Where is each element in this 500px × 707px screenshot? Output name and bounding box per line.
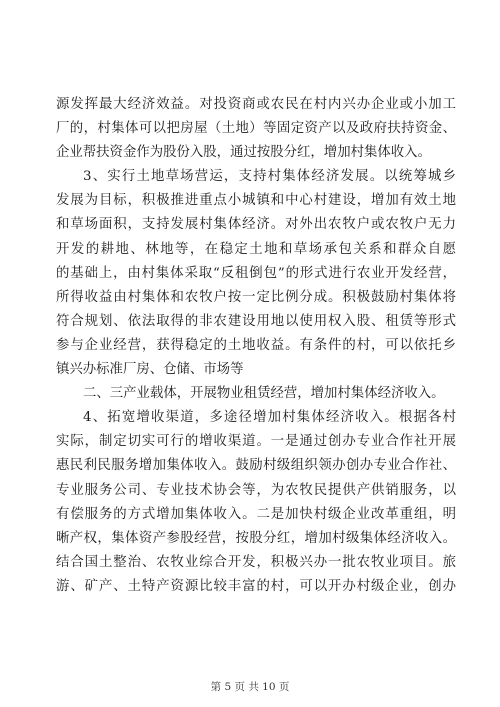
text-line: 专业服务公司、专业技术协会等，为农牧民提供产供销服务，以 — [56, 482, 456, 498]
text-line: 的基础上，由村集体采取“反租倒包”的形式进行农业开发经营， — [56, 265, 456, 281]
text-line: 参与企业经营，获得稳定的土地收益。有条件的村，可以依托乡 — [56, 337, 456, 353]
text-line: 游、矿产、土特产资源比较丰富的村，可以开办村级企业，创办 — [56, 578, 456, 594]
text-line: 企业帮扶资金作为股份入股，通过按股分红，增加村集体收入。 — [56, 145, 431, 161]
text-line: 开发的耕地、林地等，在稳定土地和草场承包关系和群众自愿 — [56, 241, 456, 257]
text-line: 3、实行土地草场营运，支持村集体经济发展。以统筹城乡 — [83, 169, 456, 185]
text-line: 所得收益由村集体和农牧户按一定比例分成。积极鼓励村集体将 — [56, 289, 456, 305]
page-number: 第 5 页 共 10 页 — [210, 681, 290, 693]
text-line: 惠民利民服务增加集体收入。鼓励村级组织领办创办专业合作社、 — [56, 458, 456, 474]
text-line: 和草场面积，支持发展村集体经济。对外出农牧户或农牧户无力 — [56, 217, 456, 233]
text-line: 结合国土整治、农牧业综合开发，积极兴办一批农牧业项目。旅 — [56, 554, 456, 570]
text-line: 符合规划、依法取得的非农建设用地以使用权入股、租赁等形式 — [56, 313, 456, 329]
text-line: 镇兴办标准厂房、仓储、市场等 — [56, 362, 244, 378]
text-line: 二、三产业载体，开展物业租赁经营，增加村集体经济收入。 — [83, 386, 445, 402]
page-footer — [0, 679, 500, 694]
text-line: 厂的，村集体可以把房屋（土地）等固定资产以及政府扶持资金、 — [56, 121, 456, 137]
text-line: 4、拓宽增收渠道，多途径增加村集体经济收入。根据各村 — [83, 410, 456, 426]
text-line: 源发挥最大经济效益。对投资商或农民在村内兴办企业或小加工 — [56, 97, 456, 112]
text-line: 有偿服务的方式增加集体收入。二是加快村级企业改革重组，明 — [56, 506, 456, 522]
text-line: 晰产权，集体资产参股经营，按股分红，增加村级集体经济收入。 — [56, 530, 456, 546]
text-line: 实际，制定切实可行的增收渠道。一是通过创办专业合作社开展 — [56, 434, 456, 450]
text-line: 发展为目标，积极推进重点小城镇和中心村建设，增加有效土地 — [56, 193, 456, 209]
body-text — [56, 93, 456, 599]
